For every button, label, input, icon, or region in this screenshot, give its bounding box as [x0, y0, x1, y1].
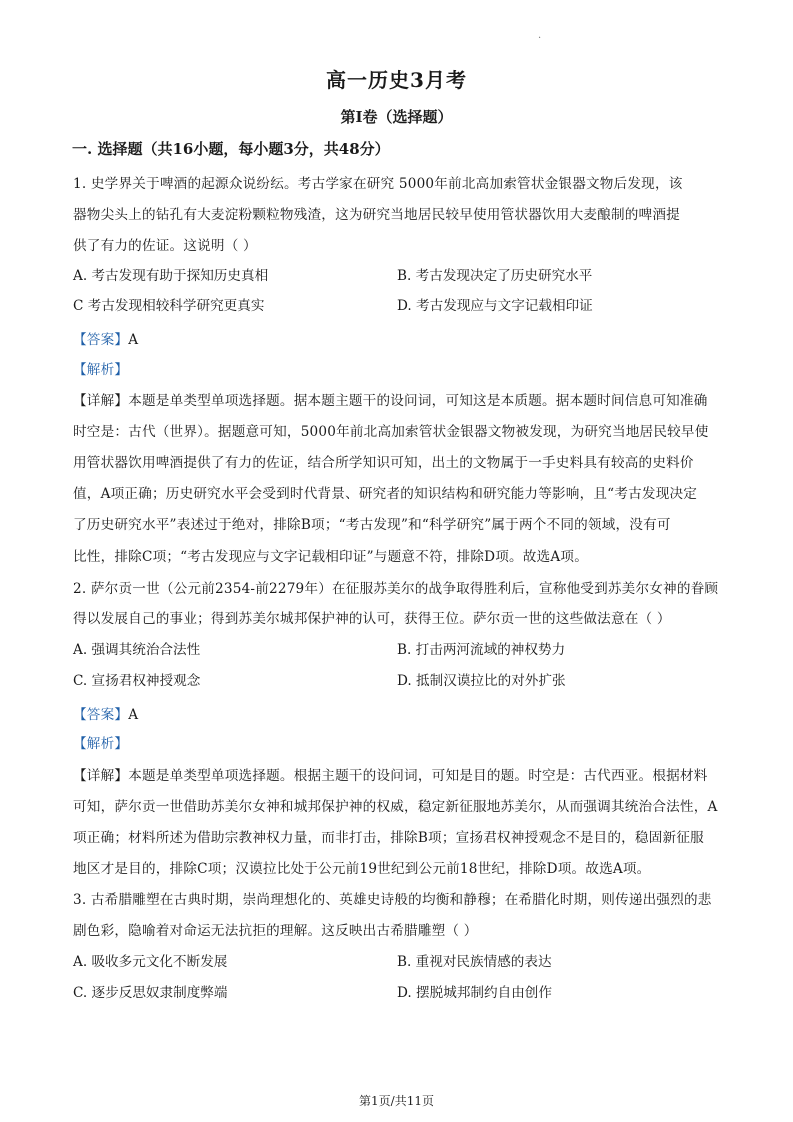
q1-detail-line: 了历史研究水平”表述过于绝对，排除B项；“考古发现”和“科学研究”属于两个不同的领域，没有可: [73, 517, 671, 533]
q2-detail-line: [73, 764, 708, 784]
q1-option-c: C 考古发现相较科学研究更真实: [73, 298, 265, 314]
q1-option-a: A. 考古发现有助于探知历史真相: [73, 268, 269, 284]
q1-option-b: B. 考古发现决定了历史研究水平: [397, 268, 593, 284]
q2-detail-line: 可知，萨尔贡一世借助苏美尔女神和城邦保护神的权威，稳定新征服地苏美尔，从而强调其统治合法性，A: [73, 799, 718, 815]
q1-detail-line: [73, 389, 708, 409]
answer-value: A: [128, 332, 139, 348]
q3-stem-line: 3. 古希腊雕塑在古典时期，崇尚理想化的、英雄史诗般的均衡和静穆；在希腊化时期，则传递出强烈的悲: [73, 892, 712, 908]
q2-option-c: C. 宣扬君权神授观念: [73, 673, 201, 689]
q2-option-a: A. 强调其统治合法性: [73, 642, 201, 658]
q3-option-b: B. 重视对民族情感的表达: [397, 954, 552, 970]
section-heading: 一. 选择题（共16小题，每小题3分，共48分）: [72, 140, 390, 158]
detail-tag: 【详解】: [73, 768, 129, 784]
page-number: 第1页/共11页: [359, 1094, 434, 1108]
q3-option-a: A. 吸收多元文化不断发展: [73, 954, 228, 970]
q1-stem-line: 器物尖头上的钻孔有大麦淀粉颗粒物残渣，这为研究当地居民较早使用管状器饮用大麦酿制的啤酒提: [73, 207, 680, 223]
answer-value: A: [128, 707, 139, 723]
q3-option-d: D. 摆脱城邦制约自由创作: [397, 985, 552, 1001]
corner-dot: .: [538, 30, 542, 41]
q2-stem-line: 得以发展自己的事业；得到苏美尔城邦保护神的认可，获得王位。萨尔贡一世的这些做法意在（ ）: [73, 611, 671, 627]
answer-tag: 【答案】: [73, 707, 129, 723]
q1-stem-line: 供了有力的佐证。这说明（ ）: [73, 238, 257, 254]
detail-text: 本题是单类型单项选择题。根据主题干的设问词，可知是目的题。时空是：古代西亚。根据材料: [128, 768, 708, 784]
q1-detail-line: 值，A项正确；历史研究水平会受到时代背景、研究者的知识结构和研究能力等影响，且“考古发现决定: [73, 486, 698, 502]
q1-stem-line: 1. 史学界关于啤酒的起源众说纷纭。考古学家在研究 5000年前北高加索管状金银器文物后发现，该: [73, 176, 683, 192]
q1-analysis-tag: 【解析】: [73, 362, 129, 378]
q1-answer: [73, 328, 138, 348]
q2-detail-line: 项正确；材料所述为借助宗教神权力量，而非打击，排除B项；宣扬君权神授观念不是目的，稳固新征服: [73, 830, 704, 846]
page-title: 高一历史3月考: [326, 68, 467, 92]
q3-option-c: C. 逐步反思奴隶制度弊端: [73, 985, 228, 1001]
volume-subtitle: 第I卷（选择题）: [340, 108, 453, 126]
q2-answer: [73, 703, 138, 723]
q2-detail-line: 地区才是目的，排除C项；汉谟拉比处于公元前19世纪到公元前18世纪，排除D项。故选A项。: [73, 861, 651, 877]
q2-stem-line: 2. 萨尔贡一世（公元前2354-前2279年）在征服苏美尔的战争取得胜利后，宣称他受到苏美尔女神的眷顾: [73, 581, 719, 597]
detail-tag: 【详解】: [73, 393, 129, 409]
q1-detail-line: 比性，排除C项；“考古发现应与文字记载相印证”与题意不符，排除D项。故选A项。: [73, 549, 589, 565]
q1-detail-line: 时空是：古代（世界）。据题意可知，5000年前北高加索管状金银器文物被发现，为研究当地居民较早使: [73, 424, 709, 440]
q2-option-b: B. 打击两河流域的神权势力: [397, 642, 566, 658]
q2-option-d: D. 抵制汉谟拉比的对外扩张: [397, 673, 566, 689]
q2-analysis-tag: 【解析】: [73, 736, 129, 752]
detail-text: 本题是单类型单项选择题。据本题主题干的设问词，可知这是本质题。据本题时间信息可知准确: [128, 393, 708, 409]
q1-detail-line: 用管状器饮用啤酒提供了有力的佐证，结合所学知识可知，出土的文物属于一手史料具有较高的史料价: [73, 455, 694, 471]
answer-tag: 【答案】: [73, 332, 129, 348]
q1-option-d: D. 考古发现应与文字记载相印证: [397, 298, 593, 314]
q3-stem-line: 剧色彩，隐喻着对命运无法抗拒的理解。这反映出古希腊雕塑（ ）: [73, 923, 478, 939]
